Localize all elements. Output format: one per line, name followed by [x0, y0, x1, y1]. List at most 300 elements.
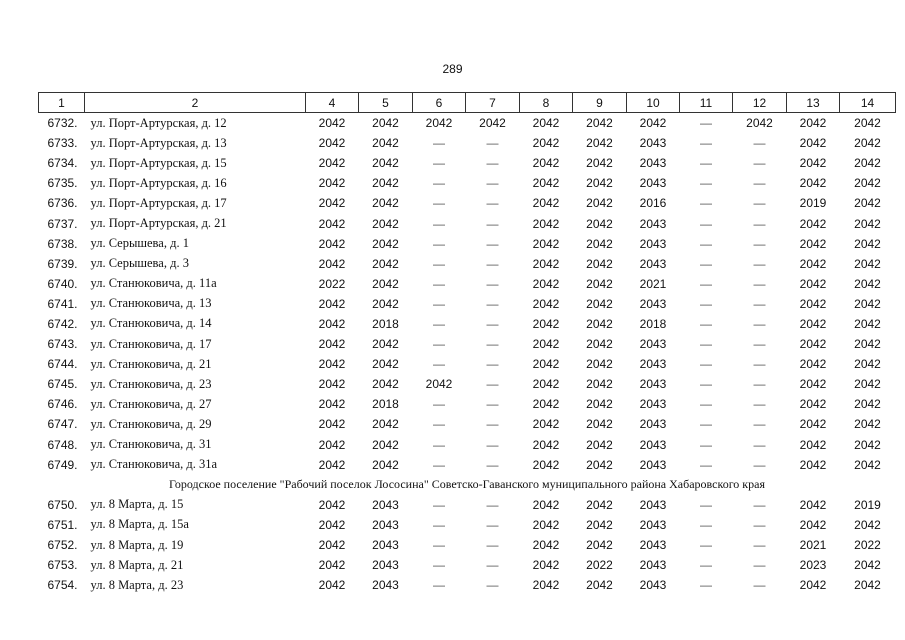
year-cell-col-4: 2042 [318, 156, 346, 171]
year-cell-col-5: 2042 [372, 156, 399, 171]
year-cell-col-6: — [433, 196, 445, 211]
year-cell-col-8: 2042 [532, 457, 560, 472]
year-cell-col-12: — [753, 276, 766, 291]
year-cell-col-7: — [486, 457, 499, 472]
year-cell-col-7: — [486, 236, 499, 251]
year-cell-col-11: — [700, 357, 712, 372]
year-cell-col-10: 2042 [639, 116, 667, 131]
year-cell-col-14: 2042 [854, 236, 881, 251]
year-cell-col-9: 2042 [586, 417, 613, 432]
year-cell-col-13: 2042 [799, 116, 827, 131]
year-cell-col-9: 2042 [586, 437, 613, 452]
year-cell-col-5: 2043 [372, 497, 399, 512]
year-cell-col-5: 2043 [372, 517, 399, 532]
year-cell-col-10: 2021 [639, 276, 667, 291]
row-number: 6738. [47, 236, 78, 251]
row-number: 6734. [47, 156, 78, 171]
year-cell-col-7: — [486, 517, 499, 532]
table-row [39, 314, 896, 334]
address-cell: ул. Порт-Артурская, д. 12 [90, 115, 227, 130]
address-cell: ул. Станюковича, д. 31а [90, 457, 218, 472]
year-cell-col-6: — [433, 517, 445, 532]
year-cell-col-11: — [700, 296, 712, 311]
table-row [39, 435, 896, 455]
housing-schedule-table [38, 92, 896, 595]
row-number: 6753. [47, 558, 78, 573]
year-cell-col-11: — [700, 216, 712, 231]
year-cell-col-4: 2022 [318, 276, 346, 291]
year-cell-col-11: — [700, 377, 712, 392]
year-cell-col-9: 2042 [586, 457, 613, 472]
year-cell-col-14: 2042 [854, 256, 881, 271]
address-cell: ул. Серышева, д. 1 [90, 236, 189, 251]
table-row [39, 414, 896, 434]
year-cell-col-9: 2042 [586, 316, 613, 331]
year-cell-col-6: 2042 [425, 377, 453, 392]
year-cell-col-8: 2042 [532, 176, 560, 191]
year-cell-col-14: 2042 [854, 136, 881, 151]
year-cell-col-4: 2042 [318, 417, 346, 432]
year-cell-col-12: — [753, 316, 766, 331]
row-number: 6739. [47, 256, 78, 271]
table-row [39, 575, 896, 595]
table-row [39, 234, 896, 254]
year-cell-col-5: 2043 [372, 558, 399, 573]
table-row [39, 113, 896, 134]
year-cell-col-7: — [486, 538, 499, 553]
table-row [39, 374, 896, 394]
year-cell-col-5: 2042 [372, 216, 399, 231]
year-cell-col-5: 2042 [372, 337, 399, 352]
address-cell: ул. Станюковича, д. 17 [90, 336, 212, 351]
year-cell-col-10: 2043 [639, 558, 667, 573]
year-cell-col-14: 2042 [854, 316, 881, 331]
year-cell-col-6: — [433, 457, 445, 472]
year-cell-col-9: 2042 [586, 276, 613, 291]
year-cell-col-4: 2042 [318, 578, 346, 593]
year-cell-col-4: 2042 [318, 176, 346, 191]
year-cell-col-5: 2018 [372, 397, 399, 412]
year-cell-col-5: 2042 [372, 256, 399, 271]
year-cell-col-9: 2042 [586, 116, 613, 131]
row-number: 6740. [47, 276, 78, 291]
year-cell-col-9: 2042 [586, 236, 613, 251]
year-cell-col-10: 2043 [639, 457, 667, 472]
address-cell: ул. Станюковича, д. 29 [90, 416, 212, 431]
year-cell-col-12: — [753, 497, 766, 512]
year-cell-col-7: — [486, 558, 499, 573]
row-number: 6745. [47, 377, 78, 392]
year-cell-col-9: 2042 [586, 357, 613, 372]
year-cell-col-11: — [700, 457, 712, 472]
year-cell-col-10: 2043 [639, 497, 667, 512]
section-heading-row [39, 475, 896, 495]
year-cell-col-7: — [486, 256, 499, 271]
year-cell-col-4: 2042 [318, 397, 346, 412]
column-header-9: 9 [573, 93, 627, 113]
year-cell-col-6: — [433, 417, 445, 432]
year-cell-col-12: — [753, 517, 766, 532]
year-cell-col-9: 2042 [586, 156, 613, 171]
year-cell-col-11: — [700, 558, 712, 573]
year-cell-col-10: 2043 [639, 578, 667, 593]
year-cell-col-5: 2042 [372, 176, 399, 191]
year-cell-col-13: 2023 [799, 558, 827, 573]
year-cell-col-5: 2042 [372, 437, 399, 452]
year-cell-col-6: — [433, 316, 445, 331]
year-cell-col-10: 2043 [639, 538, 667, 553]
year-cell-col-14: 2042 [854, 276, 881, 291]
year-cell-col-4: 2042 [318, 558, 346, 573]
year-cell-col-6: — [433, 276, 445, 291]
year-cell-col-13: 2042 [799, 176, 827, 191]
row-number: 6744. [47, 357, 78, 372]
year-cell-col-8: 2042 [532, 497, 560, 512]
year-cell-col-13: 2042 [799, 578, 827, 593]
year-cell-col-7: — [486, 357, 499, 372]
year-cell-col-8: 2042 [532, 377, 560, 392]
table-row [39, 294, 896, 314]
year-cell-col-4: 2042 [318, 517, 346, 532]
year-cell-col-11: — [700, 176, 712, 191]
column-header-11: 11 [680, 93, 733, 113]
year-cell-col-8: 2042 [532, 517, 560, 532]
year-cell-col-5: 2042 [372, 417, 399, 432]
year-cell-col-5: 2042 [372, 377, 399, 392]
year-cell-col-6: — [433, 397, 445, 412]
row-number: 6751. [47, 517, 78, 532]
year-cell-col-12: — [753, 176, 766, 191]
address-cell: ул. Порт-Артурская, д. 13 [90, 135, 227, 150]
year-cell-col-11: — [700, 236, 712, 251]
year-cell-col-9: 2042 [586, 517, 613, 532]
year-cell-col-8: 2042 [532, 156, 560, 171]
year-cell-col-12: — [753, 538, 766, 553]
column-header-4: 4 [306, 93, 359, 113]
year-cell-col-11: — [700, 156, 712, 171]
year-cell-col-12: — [753, 216, 766, 231]
year-cell-col-14: 2019 [854, 497, 881, 512]
address-cell: ул. Станюковича, д. 23 [90, 376, 212, 391]
year-cell-col-6: — [433, 337, 445, 352]
year-cell-col-9: 2042 [586, 216, 613, 231]
year-cell-col-5: 2042 [372, 236, 399, 251]
year-cell-col-6: 2042 [425, 116, 453, 131]
table-row [39, 495, 896, 515]
column-header-8: 8 [520, 93, 573, 113]
address-cell: ул. 8 Марта, д. 15 [90, 497, 184, 512]
row-number: 6747. [47, 417, 78, 432]
year-cell-col-14: 2042 [854, 578, 881, 593]
year-cell-col-9: 2042 [586, 296, 613, 311]
page-number: 289 [442, 62, 463, 76]
address-cell: ул. Станюковича, д. 31 [90, 437, 212, 452]
year-cell-col-8: 2042 [532, 357, 560, 372]
year-cell-col-12: — [753, 156, 766, 171]
year-cell-col-4: 2042 [318, 497, 346, 512]
year-cell-col-13: 2042 [799, 316, 827, 331]
year-cell-col-5: 2042 [372, 276, 399, 291]
address-cell: ул. 8 Марта, д. 21 [90, 557, 184, 572]
year-cell-col-10: 2043 [639, 357, 667, 372]
table-row [39, 354, 896, 374]
year-cell-col-6: — [433, 497, 445, 512]
year-cell-col-8: 2042 [532, 417, 560, 432]
row-number: 6733. [47, 136, 78, 151]
year-cell-col-4: 2042 [318, 337, 346, 352]
address-cell: ул. 8 Марта, д. 15а [90, 517, 189, 532]
year-cell-col-9: 2042 [586, 538, 613, 553]
year-cell-col-12: — [753, 457, 766, 472]
year-cell-col-5: 2043 [372, 538, 399, 553]
year-cell-col-5: 2043 [372, 578, 399, 593]
row-number: 6741. [47, 296, 78, 311]
year-cell-col-14: 2042 [854, 397, 881, 412]
year-cell-col-9: 2042 [586, 377, 613, 392]
year-cell-col-14: 2042 [854, 357, 881, 372]
year-cell-col-12: — [753, 196, 766, 211]
year-cell-col-12: — [753, 377, 766, 392]
year-cell-col-11: — [700, 276, 712, 291]
year-cell-col-12: — [753, 296, 766, 311]
year-cell-col-4: 2042 [318, 296, 346, 311]
year-cell-col-8: 2042 [532, 296, 560, 311]
year-cell-col-4: 2042 [318, 377, 346, 392]
year-cell-col-10: 2043 [639, 136, 667, 151]
year-cell-col-5: 2042 [372, 357, 399, 372]
year-cell-col-9: 2042 [586, 176, 613, 191]
year-cell-col-11: — [700, 497, 712, 512]
year-cell-col-6: — [433, 578, 445, 593]
year-cell-col-13: 2042 [799, 136, 827, 151]
address-cell: ул. 8 Марта, д. 23 [90, 577, 184, 592]
year-cell-col-14: 2042 [854, 457, 881, 472]
table-row [39, 455, 896, 475]
year-cell-col-8: 2042 [532, 196, 560, 211]
year-cell-col-4: 2042 [318, 136, 346, 151]
year-cell-col-12: — [753, 397, 766, 412]
address-cell: ул. Станюковича, д. 14 [90, 316, 212, 331]
year-cell-col-5: 2042 [372, 136, 399, 151]
row-number: 6743. [47, 337, 78, 352]
year-cell-col-7: — [486, 497, 499, 512]
year-cell-col-7: — [486, 337, 499, 352]
year-cell-col-13: 2042 [799, 497, 827, 512]
address-cell: ул. Порт-Артурская, д. 15 [90, 155, 227, 170]
column-header-12: 12 [733, 93, 787, 113]
year-cell-col-13: 2042 [799, 397, 827, 412]
year-cell-col-13: 2042 [799, 276, 827, 291]
year-cell-col-11: — [700, 256, 712, 271]
year-cell-col-11: — [700, 437, 712, 452]
table-row [39, 173, 896, 193]
year-cell-col-7: — [486, 156, 499, 171]
year-cell-col-9: 2022 [586, 558, 613, 573]
year-cell-col-7: — [486, 296, 499, 311]
address-cell: ул. Порт-Артурская, д. 16 [90, 175, 227, 190]
year-cell-col-7: — [486, 216, 499, 231]
header-row [39, 93, 896, 113]
section-title: Городское поселение "Рабочий поселок Лососина" Советско-Гаванского муниципального района Хабаровского края [169, 477, 765, 492]
year-cell-col-14: 2022 [854, 538, 881, 553]
year-cell-col-9: 2042 [586, 196, 613, 211]
year-cell-col-14: 2042 [854, 296, 881, 311]
year-cell-col-8: 2042 [532, 256, 560, 271]
year-cell-col-7: — [486, 196, 499, 211]
row-number: 6754. [47, 578, 78, 593]
year-cell-col-6: — [433, 558, 445, 573]
year-cell-col-11: — [700, 337, 712, 352]
year-cell-col-13: 2042 [799, 216, 827, 231]
year-cell-col-6: — [433, 216, 445, 231]
year-cell-col-14: 2042 [854, 337, 881, 352]
year-cell-col-8: 2042 [532, 578, 560, 593]
table-row [39, 133, 896, 153]
year-cell-col-13: 2019 [799, 196, 827, 211]
column-header-6: 6 [413, 93, 466, 113]
year-cell-col-10: 2043 [639, 216, 667, 231]
table-body-section-b [39, 495, 896, 595]
table-row [39, 334, 896, 354]
year-cell-col-4: 2042 [318, 316, 346, 331]
column-header-10: 10 [627, 93, 680, 113]
year-cell-col-9: 2042 [586, 136, 613, 151]
year-cell-col-10: 2043 [639, 176, 667, 191]
year-cell-col-7: — [486, 276, 499, 291]
table-row [39, 515, 896, 535]
year-cell-col-4: 2042 [318, 116, 346, 131]
year-cell-col-13: 2042 [799, 296, 827, 311]
year-cell-col-7: — [486, 397, 499, 412]
section-heading-body [39, 475, 896, 495]
year-cell-col-14: 2042 [854, 417, 881, 432]
year-cell-col-11: — [700, 517, 712, 532]
column-header-7: 7 [466, 93, 520, 113]
table-row [39, 193, 896, 213]
year-cell-col-7: — [486, 437, 499, 452]
year-cell-col-13: 2042 [799, 457, 827, 472]
year-cell-col-11: — [700, 196, 712, 211]
year-cell-col-4: 2042 [318, 457, 346, 472]
year-cell-col-13: 2021 [799, 538, 827, 553]
year-cell-col-13: 2042 [799, 256, 827, 271]
year-cell-col-6: — [433, 256, 445, 271]
year-cell-col-10: 2018 [639, 316, 667, 331]
year-cell-col-13: 2042 [799, 156, 827, 171]
year-cell-col-10: 2043 [639, 256, 667, 271]
address-cell: ул. Серышева, д. 3 [90, 256, 189, 271]
year-cell-col-11: — [700, 397, 712, 412]
year-cell-col-4: 2042 [318, 216, 346, 231]
year-cell-col-11: — [700, 538, 712, 553]
year-cell-col-14: 2042 [854, 216, 881, 231]
year-cell-col-13: 2042 [799, 417, 827, 432]
year-cell-col-4: 2042 [318, 357, 346, 372]
row-number: 6735. [47, 176, 78, 191]
year-cell-col-4: 2042 [318, 538, 346, 553]
year-cell-col-8: 2042 [532, 236, 560, 251]
year-cell-col-11: — [700, 116, 712, 131]
table-row [39, 153, 896, 173]
year-cell-col-14: 2042 [854, 377, 881, 392]
year-cell-col-7: — [486, 377, 499, 392]
table-row [39, 555, 896, 575]
year-cell-col-14: 2042 [854, 437, 881, 452]
year-cell-col-7: — [486, 578, 499, 593]
address-cell: ул. 8 Марта, д. 19 [90, 537, 184, 552]
address-cell: ул. Станюковича, д. 21 [90, 356, 212, 371]
year-cell-col-6: — [433, 236, 445, 251]
table-row [39, 274, 896, 294]
year-cell-col-8: 2042 [532, 316, 560, 331]
year-cell-col-8: 2042 [532, 397, 560, 412]
row-number: 6737. [47, 216, 78, 231]
year-cell-col-5: 2042 [372, 196, 399, 211]
year-cell-col-10: 2043 [639, 437, 667, 452]
row-number: 6732. [47, 116, 78, 131]
year-cell-col-10: 2043 [639, 156, 667, 171]
year-cell-col-13: 2042 [799, 357, 827, 372]
year-cell-col-13: 2042 [799, 337, 827, 352]
year-cell-col-12: 2042 [746, 116, 773, 131]
year-cell-col-13: 2042 [799, 377, 827, 392]
column-header-14: 14 [840, 93, 896, 113]
year-cell-col-6: — [433, 156, 445, 171]
year-cell-col-11: — [700, 136, 712, 151]
row-number: 6736. [47, 196, 78, 211]
year-cell-col-9: 2042 [586, 397, 613, 412]
table-body-section-a [39, 113, 896, 475]
year-cell-col-11: — [700, 417, 712, 432]
year-cell-col-7: — [486, 176, 499, 191]
year-cell-col-6: — [433, 357, 445, 372]
year-cell-col-12: — [753, 578, 766, 593]
year-cell-col-10: 2043 [639, 337, 667, 352]
address-cell: ул. Станюковича, д. 13 [90, 296, 212, 311]
table-row [39, 394, 896, 414]
year-cell-col-6: — [433, 296, 445, 311]
column-header-13: 13 [787, 93, 840, 113]
year-cell-col-8: 2042 [532, 538, 560, 553]
year-cell-col-5: 2018 [372, 316, 399, 331]
row-number: 6750. [47, 497, 78, 512]
year-cell-col-11: — [700, 316, 712, 331]
year-cell-col-4: 2042 [318, 437, 346, 452]
year-cell-col-13: 2042 [799, 236, 827, 251]
year-cell-col-7: 2042 [479, 116, 506, 131]
address-cell: ул. Станюковича, д. 11а [90, 276, 217, 291]
row-number: 6746. [47, 397, 78, 412]
year-cell-col-5: 2042 [372, 116, 399, 131]
year-cell-col-12: — [753, 437, 766, 452]
year-cell-col-12: — [753, 256, 766, 271]
year-cell-col-13: 2042 [799, 437, 827, 452]
year-cell-col-8: 2042 [532, 136, 560, 151]
year-cell-col-6: — [433, 136, 445, 151]
year-cell-col-8: 2042 [532, 276, 560, 291]
row-number: 6749. [47, 457, 78, 472]
column-header-2: 2 [85, 93, 306, 113]
year-cell-col-12: — [753, 337, 766, 352]
year-cell-col-4: 2042 [318, 256, 346, 271]
address-cell: ул. Станюковича, д. 27 [90, 396, 212, 411]
year-cell-col-9: 2042 [586, 578, 613, 593]
year-cell-col-12: — [753, 236, 766, 251]
year-cell-col-8: 2042 [532, 437, 560, 452]
year-cell-col-12: — [753, 136, 766, 151]
year-cell-col-7: — [486, 316, 499, 331]
row-number: 6748. [47, 437, 78, 452]
